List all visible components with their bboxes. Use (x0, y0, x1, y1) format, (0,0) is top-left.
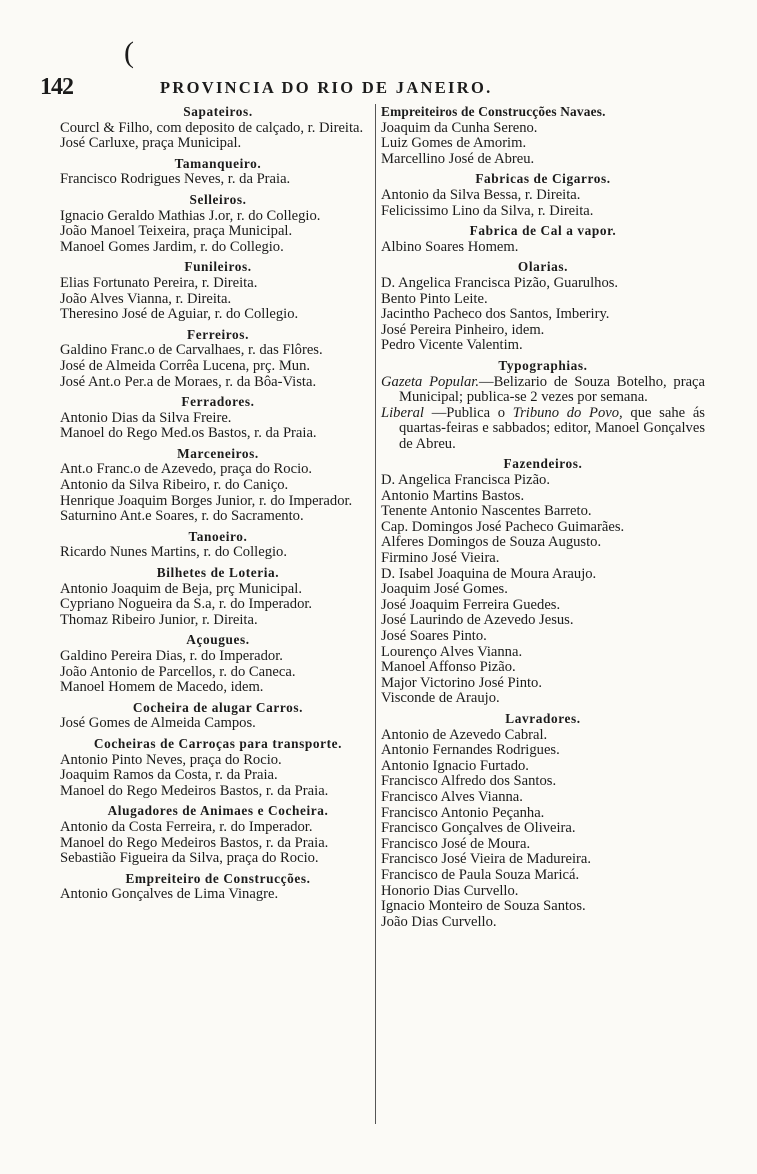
directory-entry: Galdino Franc.o de Carvalhaes, r. das Flôres. (60, 342, 323, 359)
directory-entry: D. Angelica Francisca Pizão, Guarulhos. (381, 274, 619, 291)
section-empreiteiros-de-construccoes-navaes (381, 104, 705, 167)
directory-entry: Henrique Joaquim Borges Junior, r. do Imperador. (60, 492, 353, 509)
directory-entry: Francisco de Paula Souza Maricá. (381, 866, 580, 883)
directory-entry: Francisco José de Moura. (381, 835, 531, 852)
section-olarias (381, 259, 705, 354)
directory-entry: João Antonio de Parcellos, r. do Caneca. (60, 663, 296, 680)
directory-entry: Antonio da Costa Ferreira, r. do Imperador. (60, 818, 313, 835)
directory-entry: Thomaz Ribeiro Junior, r. Direita. (60, 611, 258, 628)
section-bilhetes-de-loteria (60, 565, 376, 628)
section-heading: Marceneiros. (177, 445, 259, 461)
section-heading: Cocheiras de Carroças para transporte. (93, 735, 343, 751)
directory-entry: Antonio Joaquim de Beja, prç Municipal. (60, 580, 302, 597)
directory-entry: Antonio Ignacio Furtado. (381, 757, 529, 774)
directory-entry: Galdino Pereira Dias, r. do Imperador. (60, 648, 283, 664)
margin-mark: ( (124, 36, 134, 69)
section-heading: Fabricas de Cigarros. (475, 171, 611, 187)
publication-title: Gazeta Popular. (381, 373, 479, 390)
section-heading: Ferreiros. (187, 326, 249, 342)
directory-entry: Antonio Martins Bastos. (381, 487, 525, 504)
directory-entry: João Manoel Teixeira, praça Municipal. (60, 223, 293, 240)
directory-entry: Joaquim José Gomes. (381, 581, 508, 598)
directory-entry: Lourenço Alves Vianna. (381, 643, 523, 660)
directory-entry: Alferes Domingos de Souza Augusto. (381, 534, 602, 551)
left-column (60, 104, 376, 903)
entry-text: —Belizario de Souza Botelho, praça Municipal; publica-se 2 vezes por semana. (399, 373, 706, 406)
directory-entry: Joaquim Ramos da Costa, r. da Praia. (60, 767, 278, 784)
section-funileiros (60, 259, 376, 322)
section-tanoeiro (60, 529, 376, 561)
section-heading: Ferradores. (181, 394, 255, 410)
section-cocheira-de-alugar-carros (60, 700, 376, 732)
section-fabricas-de-cigarros (381, 171, 705, 219)
directory-entry: Manoel do Rego Medeiros Bastos, r. da Praia. (60, 834, 329, 851)
directory-entry: Tenente Antonio Nascentes Barreto. (381, 503, 592, 520)
publication-title: Tribuno do Povo, (512, 404, 623, 421)
section-heading: Tamanqueiro. (174, 155, 262, 171)
directory-entry: José Ant.o Per.a de Moraes, r. da Bôa-Vista. (60, 373, 317, 390)
directory-entry: Manoel Homem de Macedo, idem. (60, 679, 264, 696)
directory-entry: Antonio da Silva Bessa, r. Direita. (381, 186, 581, 203)
directory-entry: José Carluxe, praça Municipal. (60, 135, 242, 152)
section-cocheiras-de-carrocas-para-transporte (60, 736, 376, 799)
section-fazendeiros (381, 456, 705, 707)
directory-entry: Manoel do Rego Med.os Bastos, r. da Praia. (60, 425, 317, 442)
directory-entry: Antonio de Azevedo Cabral. (381, 726, 548, 743)
directory-entry: Firmino José Vieira. (381, 550, 500, 567)
directory-entry: Luiz Gomes de Amorim. (381, 135, 527, 152)
directory-entry: Manoel Gomes Jardim, r. do Collegio. (60, 238, 284, 255)
section-selleiros (60, 192, 376, 255)
directory-entry: Elias Fortunato Pereira, r. Direita. (60, 274, 258, 291)
directory-entry: João Dias Curvello. (381, 913, 497, 930)
section-heading: Bilhetes de Loteria. (156, 565, 280, 581)
directory-entry: Marcellino José de Abreu. (381, 150, 535, 167)
directory-entry: Cap. Domingos José Pacheco Guimarães. (381, 518, 625, 535)
section-fabrica-de-cal-a-vapor (381, 223, 705, 255)
directory-entry: Antonio Fernandes Rodrigues. (381, 742, 560, 759)
section-ferradores (60, 394, 376, 442)
directory-entry: Ricardo Nunes Martins, r. do Collegio. (60, 544, 287, 561)
directory-entry: Sebastião Figueira da Silva, praça do Rocio. (60, 850, 319, 867)
directory-entry: José Pereira Pinheiro, idem. (381, 321, 545, 338)
directory-entry: Ant.o Franc.o de Azevedo, praça do Rocio. (60, 461, 313, 478)
entry-text: que sahe ás quartas-feiras e sabbados; editor, Manoel Gonçalves de Abreu. (399, 404, 705, 452)
directory-entry: José de Almeida Corrêa Lucena, prç. Mun. (60, 357, 311, 374)
section-heading: Alugadores de Animaes e Cocheira. (107, 803, 329, 819)
directory-entry: Antonio Gonçalves de Lima Vinagre. (60, 886, 279, 903)
directory-entry: Ignacio Monteiro de Souza Santos. (381, 898, 586, 915)
section-heading: Olarias. (517, 259, 569, 275)
section-empreiteiro-de-construccoes (60, 871, 376, 903)
directory-entry: José Joaquim Ferreira Guedes. (381, 596, 561, 613)
directory-entry: José Gomes de Almeida Campos. (60, 715, 256, 732)
directory-entry: D. Isabel Joaquina de Moura Araujo. (381, 565, 597, 582)
section-tamanqueiro (60, 156, 376, 188)
section-heading: Açougues. (186, 632, 250, 648)
directory-entry: Saturnino Ant.e Soares, r. do Sacramento. (60, 508, 304, 525)
publication-title: Liberal (381, 404, 424, 421)
directory-entry: Felicissimo Lino da Silva, r. Direita. (381, 202, 594, 219)
section-heading: Cocheira de alugar Carros. (132, 699, 304, 715)
directory-entry: Jacintho Pacheco dos Santos, Imberiry. (381, 306, 610, 323)
section-heading: Funileiros. (184, 259, 252, 275)
directory-entry: Antonio Dias da Silva Freire. (60, 409, 232, 426)
directory-entry: Bento Pinto Leite. (381, 290, 488, 307)
section-acougues (60, 632, 376, 695)
section-ferreiros (60, 327, 376, 390)
section-marceneiros (60, 446, 376, 525)
section-heading: Selleiros. (189, 191, 247, 207)
running-title: PROVINCIA DO RIO DE JANEIRO. (160, 78, 493, 97)
directory-entry: Francisco Alves Vianna. (381, 788, 523, 805)
directory-entry: Francisco José Vieira de Madureira. (381, 851, 591, 868)
directory-entry: José Laurindo de Azevedo Jesus. (381, 612, 574, 629)
directory-entry: Manoel Affonso Pizão. (381, 659, 516, 676)
directory-entry: D. Angelica Francisca Pizão. (381, 472, 550, 489)
page-header (40, 74, 740, 100)
section-heading: Typographias. (498, 357, 588, 373)
directory-entry (381, 406, 705, 453)
directory-entry: Albino Soares Homem. (381, 238, 519, 255)
section-lavradores (381, 711, 705, 930)
directory-entry: Francisco Antonio Peçanha. (381, 804, 545, 821)
page-number: 142 (40, 74, 73, 100)
directory-entry: Antonio da Silva Ribeiro, r. do Caniço. (60, 477, 289, 494)
directory-entry: Francisco Alfredo dos Santos. (381, 773, 557, 790)
directory-entry: Pedro Vicente Valentim. (381, 337, 523, 354)
directory-entry: Theresino José de Aguiar, r. do Collegio. (60, 306, 299, 323)
right-column (381, 104, 705, 930)
directory-entry: Major Victorino José Pinto. (381, 674, 543, 691)
entry-text: —Publica o (423, 404, 513, 421)
directory-entry: Joaquim da Cunha Sereno. (381, 119, 538, 136)
directory-entry: João Alves Vianna, r. Direita. (60, 290, 232, 307)
section-heading: Lavradores. (505, 710, 581, 726)
section-heading: Empreiteiro de Construcções. (125, 870, 311, 886)
directory-entry: Antonio Pinto Neves, praça do Rocio. (60, 751, 282, 768)
directory-entry (381, 375, 705, 406)
section-heading: Fazendeiros. (503, 456, 583, 472)
section-heading: Tanoeiro. (188, 528, 248, 544)
section-heading: Fabrica de Cal a vapor. (469, 223, 617, 239)
section-heading: Sapateiros. (183, 104, 253, 119)
directory-entry: José Soares Pinto. (381, 628, 487, 644)
directory-entry: Ignacio Geraldo Mathias J.or, r. do Collegio. (60, 207, 321, 224)
section-heading: Empreiteiros de Construcções Navaes. (381, 104, 606, 119)
directory-entry: Courcl & Filho, com deposito de calçado, r. Direita. (60, 119, 364, 136)
directory-entry: Visconde de Araujo. (381, 690, 500, 707)
directory-entry: Honorio Dias Curvello. (381, 882, 519, 899)
directory-entry: Francisco Gonçalves de Oliveira. (381, 820, 576, 837)
section-alugadores-de-animaes-e-cocheira (60, 803, 376, 866)
section-sapateiros (60, 104, 376, 152)
directory-entry: Francisco Rodrigues Neves, r. da Praia. (60, 171, 291, 188)
directory-entry: Cypriano Nogueira da S.a, r. do Imperador. (60, 596, 313, 613)
section-typographias (381, 358, 705, 453)
directory-entry: Manoel do Rego Medeiros Bastos, r. da Praia. (60, 782, 329, 799)
